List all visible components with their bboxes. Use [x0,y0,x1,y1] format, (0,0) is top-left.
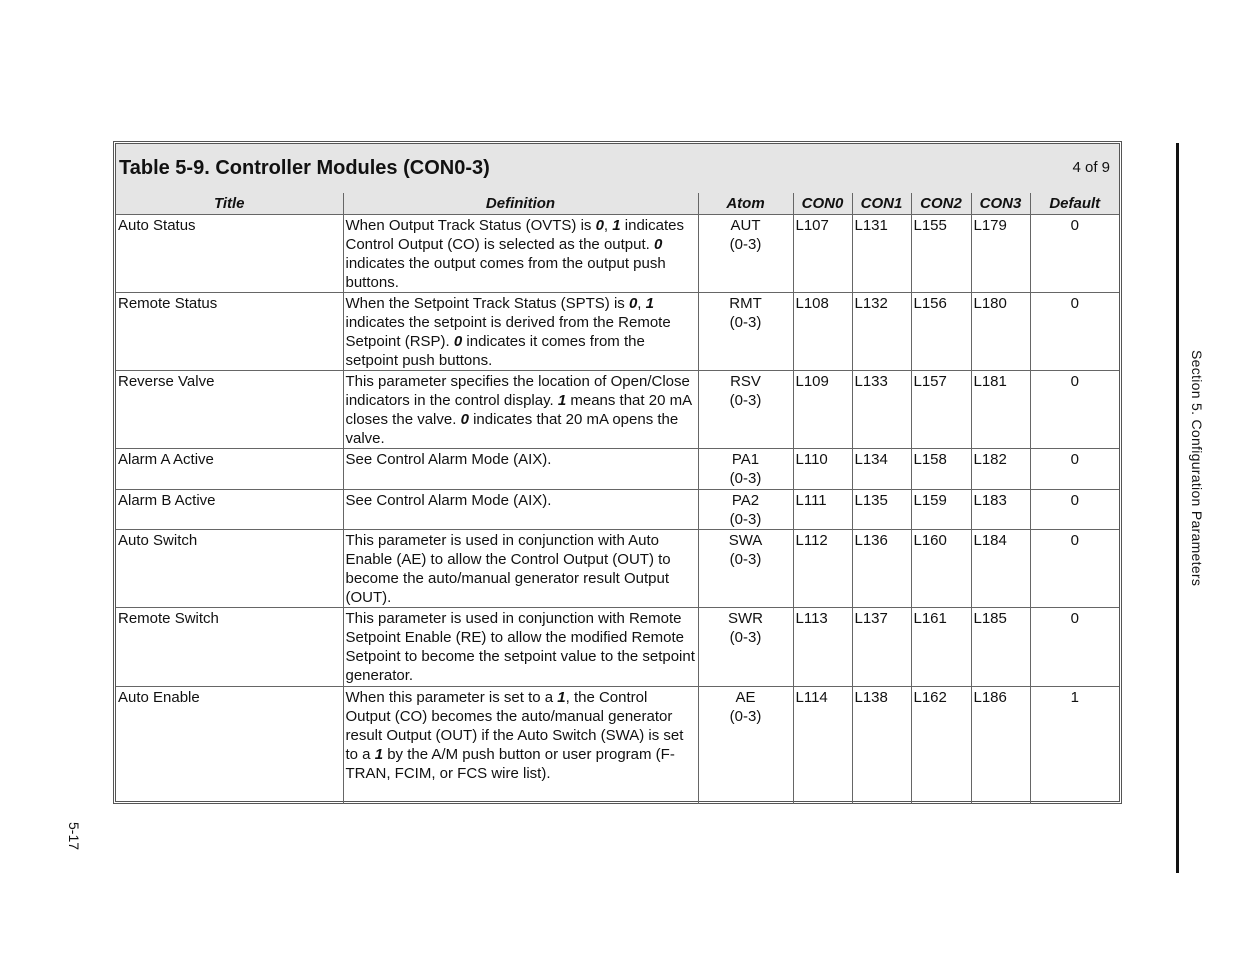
table-row [116,371,1119,449]
page-indicator: 4 of 9 [1072,159,1110,176]
row-default: 1 [1030,687,1119,804]
row-default: 0 [1030,490,1119,530]
atom-range: (0-3) [729,708,762,725]
row-con1: L138 [852,687,911,804]
row-con3: L179 [971,215,1030,293]
atom-name: RSV [730,373,761,390]
row-con0: L109 [793,371,852,449]
row-default: 0 [1030,530,1119,608]
row-con2: L162 [911,687,971,804]
row-con1: L133 [852,371,911,449]
table-title: Table 5-9. Controller Modules (CON0-3) [119,157,490,179]
row-con2: L161 [911,608,971,687]
atom-name: PA1 [731,451,760,468]
row-atom [698,530,793,608]
row-definition: See Control Alarm Mode (AIX). [343,449,698,490]
row-con0: L107 [793,215,852,293]
row-default: 0 [1030,215,1119,293]
row-con2: L155 [911,215,971,293]
row-atom [698,449,793,490]
row-con1: L135 [852,490,911,530]
row-con3: L185 [971,608,1030,687]
col-header: Title [116,193,343,215]
table-row [116,687,1119,804]
row-con1: L134 [852,449,911,490]
row-default: 0 [1030,293,1119,371]
atom-name: SWA [728,532,763,549]
row-con3: L184 [971,530,1030,608]
col-header: CON2 [911,193,971,215]
atom-range: (0-3) [729,470,762,487]
row-title: Auto Status [116,215,343,293]
row-con2: L159 [911,490,971,530]
row-atom [698,293,793,371]
col-header: CON3 [971,193,1030,215]
row-title: Remote Switch [116,608,343,687]
row-definition: When this parameter is set to a 1, the Control Output (CO) becomes the auto/manual generator result Output (OUT) if the Auto Switch (SWA) is set to a 1 by the A/M push button or user program (F-TRAN, FCIM, or FCS wire list). [343,687,698,804]
row-con0: L113 [793,608,852,687]
row-atom [698,371,793,449]
row-con3: L181 [971,371,1030,449]
row-con0: L108 [793,293,852,371]
col-header: Default [1030,193,1119,215]
col-header: CON1 [852,193,911,215]
row-atom [698,215,793,293]
row-definition: When Output Track Status (OVTS) is 0, 1 indicates Control Output (CO) is selected as the output. 0 indicates the output comes from the output push buttons. [343,215,698,293]
row-con1: L136 [852,530,911,608]
atom-name: RMT [729,295,762,312]
atom-range: (0-3) [729,511,762,528]
row-definition: This parameter specifies the location of Open/Close indicators in the control display. 1 means that 20 mA closes the valve. 0 indicates that 20 mA opens the valve. [343,371,698,449]
col-header: Atom [698,193,793,215]
row-con3: L183 [971,490,1030,530]
atom-name: SWR [728,610,763,627]
row-default: 0 [1030,449,1119,490]
atom-range: (0-3) [729,551,762,568]
row-con0: L110 [793,449,852,490]
row-con0: L112 [793,530,852,608]
row-title: Auto Enable [116,687,343,804]
row-con1: L131 [852,215,911,293]
table-row [116,449,1119,490]
atom-range: (0-3) [729,314,762,331]
row-title: Alarm A Active [116,449,343,490]
section-header: Section 5. Configuration Parameters [1189,350,1205,587]
table-row [116,293,1119,371]
atom-name: PA2 [731,492,760,509]
header-row [116,193,1119,215]
row-con3: L182 [971,449,1030,490]
table-frame [113,141,1122,804]
row-default: 0 [1030,371,1119,449]
col-header: Definition [343,193,698,215]
row-con2: L157 [911,371,971,449]
table-row [116,215,1119,293]
atom-range: (0-3) [729,392,762,409]
col-header: CON0 [793,193,852,215]
row-con3: L186 [971,687,1030,804]
row-default: 0 [1030,608,1119,687]
row-definition: This parameter is used in conjunction with Auto Enable (AE) to allow the Control Output (OUT) to become the auto/manual generator result Output (OUT). [343,530,698,608]
controller-modules-table [116,193,1119,804]
table-row [116,608,1119,687]
row-title: Remote Status [116,293,343,371]
row-con2: L158 [911,449,971,490]
row-con1: L132 [852,293,911,371]
atom-range: (0-3) [729,629,762,646]
atom-range: (0-3) [729,236,762,253]
row-title: Reverse Valve [116,371,343,449]
row-atom [698,608,793,687]
row-atom [698,490,793,530]
margin-rule [1176,143,1179,873]
row-definition: This parameter is used in conjunction with Remote Setpoint Enable (RE) to allow the modified Remote Setpoint to become the setpoint value to the setpoint generator. [343,608,698,687]
table-row [116,490,1119,530]
row-title: Auto Switch [116,530,343,608]
atom-name: AUT [730,217,761,234]
page-number: 5-17 [66,822,82,851]
row-con2: L156 [911,293,971,371]
row-con2: L160 [911,530,971,608]
row-con0: L111 [793,490,852,530]
table-caption [116,144,1119,194]
row-definition: See Control Alarm Mode (AIX). [343,490,698,530]
row-con3: L180 [971,293,1030,371]
atom-name: AE [735,689,756,706]
row-con1: L137 [852,608,911,687]
row-atom [698,687,793,804]
table-row [116,530,1119,608]
row-con0: L114 [793,687,852,804]
row-definition: When the Setpoint Track Status (SPTS) is 0, 1 indicates the setpoint is derived from the Remote Setpoint (RSP). 0 indicates it comes from the setpoint push buttons. [343,293,698,371]
row-title: Alarm B Active [116,490,343,530]
